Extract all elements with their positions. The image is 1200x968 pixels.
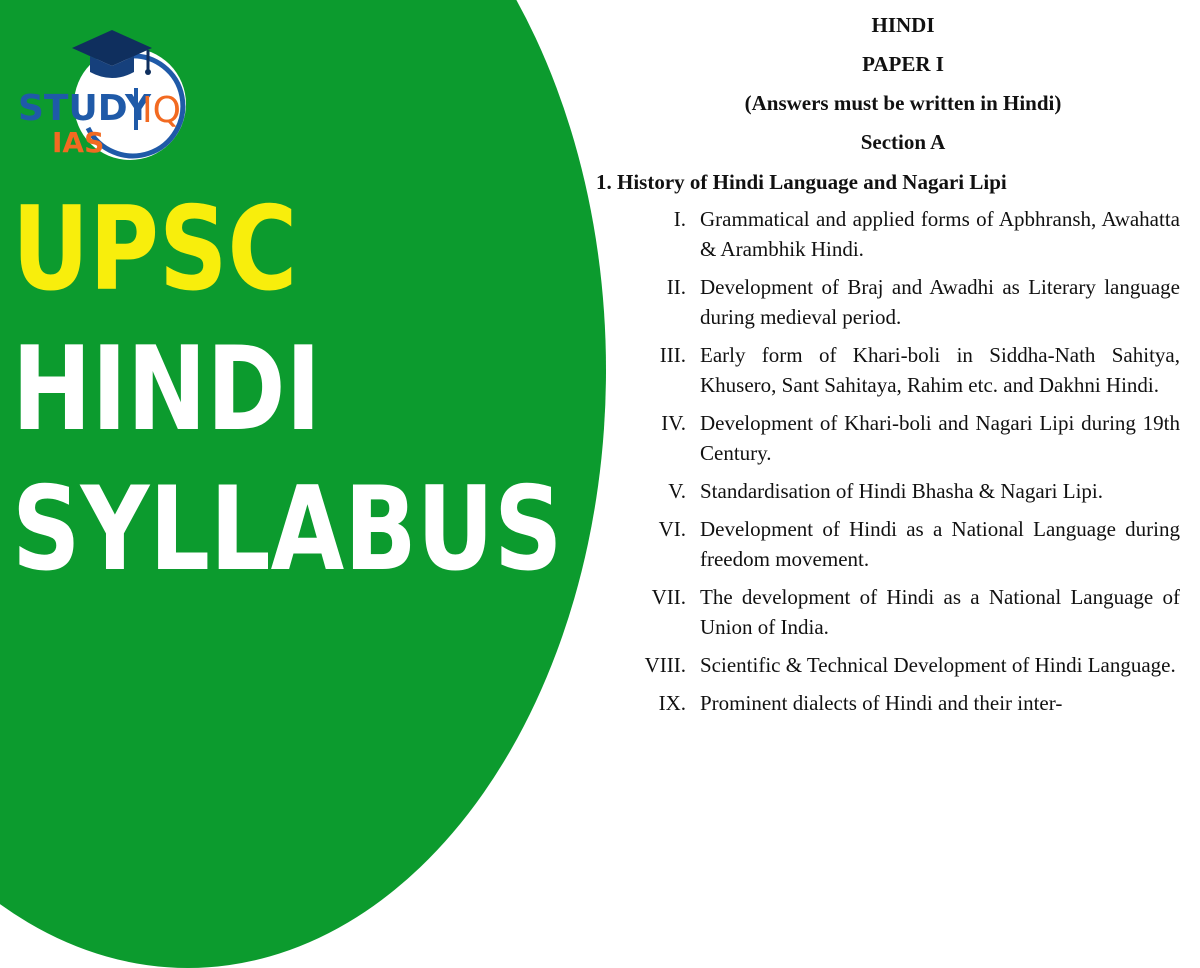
- answer-note: (Answers must be written in Hindi): [744, 91, 1062, 115]
- list-item: [596, 408, 1180, 468]
- logo-ias-text: IAS: [52, 126, 105, 159]
- list-item-text: The development of Hindi as a National Language of Union of India.: [700, 585, 1180, 639]
- topic-heading: 1. History of Hindi Language and Nagari Lipi: [596, 170, 1007, 194]
- logo-iq-text: IQ: [142, 90, 181, 131]
- list-item-text: Development of Braj and Awadhi as Literary language during medieval period.: [700, 275, 1180, 329]
- section-heading: Section A: [860, 130, 946, 154]
- page-title: [12, 180, 683, 600]
- list-item: [596, 340, 1180, 400]
- list-item-text: Scientific & Technical Development of Hindi Language.: [700, 653, 1176, 677]
- list-item-number: IX.: [658, 691, 686, 715]
- list-item: [596, 476, 1180, 506]
- list-item-number: I.: [673, 207, 686, 231]
- paper-heading: PAPER I: [862, 52, 944, 76]
- list-item-text: Grammatical and applied forms of Apbhransh, Awahatta & Arambhik Hindi.: [700, 207, 1180, 261]
- syllabus-document: [596, 8, 1180, 726]
- list-item: [596, 688, 1180, 718]
- list-item-text: Development of Hindi as a National Language during freedom movement.: [700, 517, 1180, 571]
- title-syllabus: SYLLABUS: [12, 462, 563, 597]
- list-item: [596, 514, 1180, 574]
- title-upsc: UPSC: [12, 182, 298, 317]
- syllabus-list: [596, 204, 1180, 718]
- list-item-text: Early form of Khari-boli in Siddha-Nath Sahitya, Khusero, Sant Sahitaya, Rahim etc. and Dakhni Hindi.: [700, 343, 1180, 397]
- studyiq-logo: [10, 8, 190, 168]
- logo-study-text: STUDY: [18, 88, 152, 129]
- list-item-text: Standardisation of Hindi Bhasha & Nagari Lipi.: [700, 479, 1104, 503]
- list-item-text: Prominent dialects of Hindi and their inter-: [700, 691, 1063, 715]
- list-item: [596, 272, 1180, 332]
- list-item: [596, 582, 1180, 642]
- list-item: [596, 204, 1180, 264]
- list-item-number: VII.: [651, 585, 686, 609]
- list-item-number: III.: [659, 343, 686, 367]
- list-item-number: V.: [668, 479, 686, 503]
- list-item: [596, 650, 1180, 680]
- list-item-text: Development of Khari-boli and Nagari Lipi during 19th Century.: [700, 411, 1180, 465]
- list-item-number: VIII.: [644, 653, 686, 677]
- subject-heading: HINDI: [871, 13, 935, 37]
- title-hindi: HINDI: [12, 322, 321, 457]
- list-item-number: II.: [666, 275, 686, 299]
- list-item-number: IV.: [661, 411, 686, 435]
- list-item-number: VI.: [658, 517, 686, 541]
